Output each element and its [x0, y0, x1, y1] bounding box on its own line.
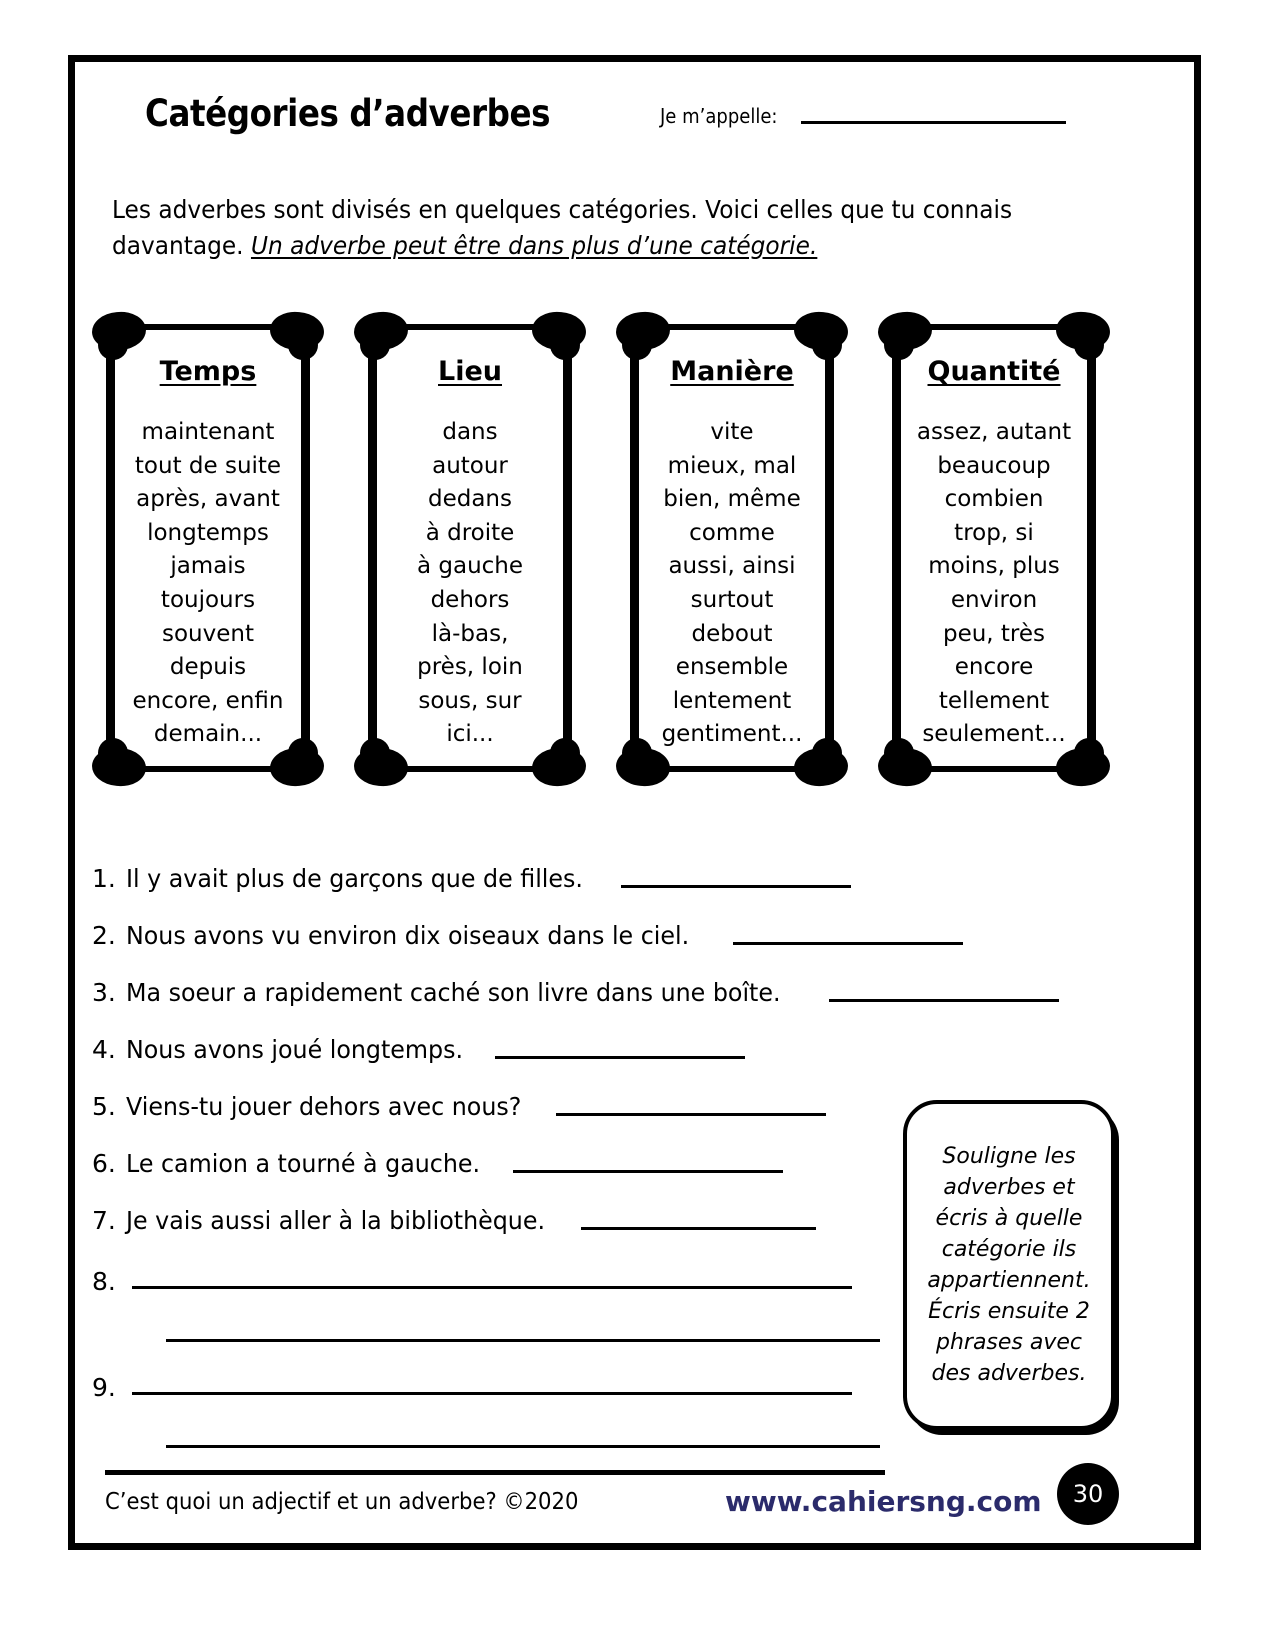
item-number: 5. — [92, 1092, 116, 1121]
category-word: demain... — [153, 721, 263, 748]
category-word: longtemps — [147, 519, 269, 546]
item-sentence: Le camion a tourné à gauche. — [126, 1149, 481, 1178]
answer-input-line[interactable] — [581, 1226, 816, 1230]
item-sentence: Nous avons vu environ dix oiseaux dans le ciel. — [126, 921, 690, 950]
category-word: tout de suite — [134, 452, 282, 479]
category-word: environ — [950, 586, 1038, 613]
category-title: Temps — [159, 356, 257, 387]
intro-line-2-prefix: davantage. — [112, 231, 251, 260]
exercise-item — [92, 950, 1142, 1007]
category-word: beaucoup — [937, 452, 1051, 479]
exercise-item — [92, 893, 1142, 950]
category-word: à gauche — [416, 553, 524, 580]
item-sentence: Ma soeur a rapidement caché son livre dans une boîte. — [126, 978, 781, 1007]
category-word: gentiment... — [661, 721, 803, 748]
footer-website-link[interactable]: www.cahiersng.com — [725, 1485, 1042, 1518]
footer-source-text: C’est quoi un adjectif et un adverbe? ©2020 — [105, 1489, 579, 1515]
category-word: à droite — [425, 519, 515, 546]
category-word: peu, très — [942, 620, 1046, 647]
category-word: ici... — [446, 721, 494, 748]
item-number: 4. — [92, 1035, 116, 1064]
item-number: 9. — [92, 1373, 116, 1402]
category-word: bien, même — [663, 486, 801, 513]
instruction-text: Souligne les adverbes et écris à quelle catégorie ils appartiennent. Écris ensuite 2 phrases avec des adverbes. — [927, 1144, 1091, 1386]
category-title: Manière — [670, 356, 794, 387]
category-word: souvent — [162, 620, 254, 647]
item-sentence: Je vais aussi aller à la bibliothèque. — [126, 1206, 546, 1235]
item-sentence: Viens-tu jouer dehors avec nous? — [126, 1092, 522, 1121]
answer-input-line[interactable] — [495, 1055, 745, 1059]
item-number: 1. — [92, 864, 116, 893]
free-writing-input-line[interactable] — [132, 1392, 852, 1395]
free-writing-row — [92, 1243, 852, 1296]
category-word: là-bas, — [431, 620, 509, 647]
category-word: debout — [691, 620, 773, 647]
category-word: comme — [689, 519, 775, 546]
free-writing-row — [92, 1349, 852, 1402]
category-word: encore, enfin — [132, 687, 284, 714]
free-writing-lines — [92, 1243, 852, 1455]
category-word: trop, si — [954, 519, 1034, 546]
category-title: Lieu — [438, 356, 502, 387]
item-sentence: Nous avons joué longtemps. — [126, 1035, 464, 1064]
category-word: jamais — [170, 553, 246, 580]
category-word: depuis — [169, 654, 247, 681]
category-boxes — [88, 310, 1148, 800]
category-word: dedans — [427, 486, 512, 513]
category-word: dehors — [430, 586, 510, 613]
free-writing-row — [92, 1402, 852, 1455]
category-word: mieux, mal — [667, 452, 797, 479]
free-writing-input-line[interactable] — [132, 1286, 852, 1289]
category-word: surtout — [690, 586, 774, 613]
category-word: assez, autant — [916, 419, 1072, 445]
item-number: 8. — [92, 1267, 116, 1296]
footer-divider — [105, 1470, 885, 1475]
category-word-list — [622, 416, 842, 752]
category-word: encore — [954, 654, 1034, 681]
category-title: Quantité — [927, 356, 1061, 387]
item-number: 7. — [92, 1206, 116, 1235]
category-word: sous, sur — [418, 687, 522, 714]
category-word: autour — [432, 452, 508, 479]
category-word: après, avant — [136, 486, 280, 513]
page-number-badge — [1057, 1463, 1119, 1525]
student-name-input-line[interactable] — [801, 121, 1066, 124]
category-word: seulement... — [922, 721, 1066, 748]
answer-input-line[interactable] — [829, 998, 1059, 1002]
category-box-quantite — [878, 310, 1110, 786]
category-word-list — [98, 416, 318, 752]
free-writing-row — [92, 1296, 852, 1349]
free-writing-input-line[interactable] — [166, 1445, 880, 1448]
page-title: Catégories d’adverbes — [145, 92, 551, 135]
category-word-list — [884, 416, 1104, 752]
category-word: toujours — [160, 586, 256, 613]
category-word: maintenant — [141, 419, 275, 445]
page-footer — [105, 1485, 1115, 1535]
instruction-callout — [903, 1100, 1115, 1430]
student-name-field[interactable] — [660, 104, 1066, 128]
category-word: moins, plus — [928, 553, 1060, 580]
category-box-temps — [92, 310, 324, 786]
category-word-list — [360, 416, 580, 752]
category-word: dans — [442, 419, 498, 445]
category-word: tellement — [938, 687, 1050, 714]
answer-input-line[interactable] — [621, 884, 851, 888]
answer-input-line[interactable] — [513, 1169, 783, 1173]
item-sentence: Il y avait plus de garçons que de filles. — [126, 864, 583, 893]
exercise-item — [92, 1007, 1142, 1064]
page-number: 30 — [1072, 1480, 1104, 1508]
item-number: 3. — [92, 978, 116, 1007]
category-box-maniere — [616, 310, 848, 786]
exercise-item — [92, 836, 1142, 893]
item-number: 2. — [92, 921, 116, 950]
category-word: vite — [710, 419, 754, 445]
student-name-label: Je m’appelle: — [660, 104, 778, 128]
category-box-lieu — [354, 310, 586, 786]
worksheet-header — [130, 92, 1130, 158]
intro-line-1: Les adverbes sont divisés en quelques catégories. Voici celles que tu connais — [112, 195, 1013, 224]
free-writing-input-line[interactable] — [166, 1339, 880, 1342]
answer-input-line[interactable] — [733, 941, 963, 945]
item-number: 6. — [92, 1149, 116, 1178]
category-word: ensemble — [675, 654, 789, 681]
category-word: près, loin — [417, 654, 523, 681]
intro-paragraph — [112, 192, 1042, 264]
category-word: combien — [944, 486, 1044, 513]
intro-emphasis: Un adverbe peut être dans plus d’une catégorie. — [250, 231, 818, 260]
category-word: aussi, ainsi — [668, 553, 796, 580]
category-word: lentement — [672, 687, 792, 714]
answer-input-line[interactable] — [556, 1112, 826, 1116]
